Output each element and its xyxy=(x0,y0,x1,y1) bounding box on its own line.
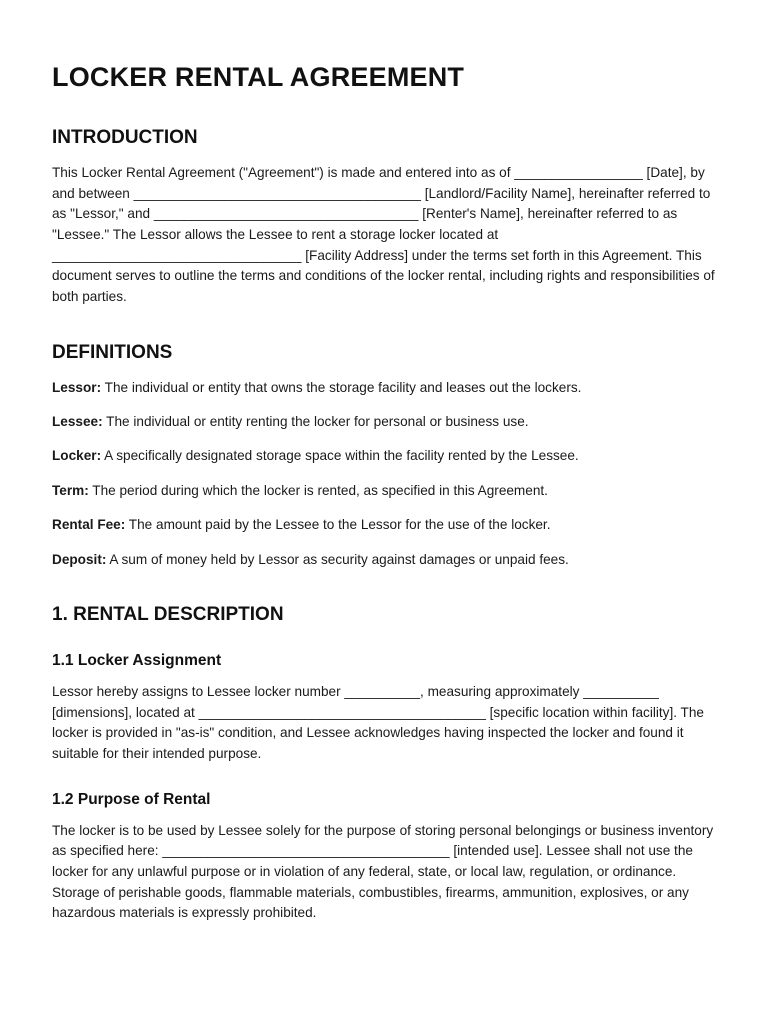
definition-text: The individual or entity that owns the storage facility and leases out the lockers. xyxy=(101,379,582,395)
section-heading-definitions: DEFINITIONS xyxy=(52,341,173,363)
section-heading-introduction: INTRODUCTION xyxy=(52,127,198,148)
definition-text: The period during which the locker is rented, as specified in this Agreement. xyxy=(88,482,548,498)
definition-item xyxy=(52,550,718,570)
definition-text: A sum of money held by Lessor as security against damages or unpaid fees. xyxy=(106,551,569,567)
definition-item xyxy=(52,412,718,432)
definition-term: Term: xyxy=(52,482,89,498)
definition-term: Deposit: xyxy=(52,551,107,567)
subsection-heading-locker-assignment: 1.1 Locker Assignment xyxy=(52,651,222,669)
definition-term: Lessee: xyxy=(52,413,103,429)
definition-text: The amount paid by the Lessee to the Lessor for the use of the locker. xyxy=(125,517,551,533)
locker-assignment-paragraph: Lessor hereby assigns to Lessee locker number __________, measuring approximately __________ [dimensions], located at ______________________________________ [specific location within facility]. The locker is provided in "as-is" condition, and Lessee acknowledges having inspected the locker and found it suitable for their intended purpose. xyxy=(52,683,704,761)
definition-text: A specifically designated storage space within the facility rented by the Lessee. xyxy=(101,448,579,464)
section-heading-rental-description: 1. RENTAL DESCRIPTION xyxy=(52,603,284,625)
definition-item xyxy=(52,378,718,398)
introduction-paragraph: This Locker Rental Agreement ("Agreement") is made and entered into as of _________________ [Date], by and between ______________________________________ [Landlord/Facility Name], hereinafter referred to as "Lessor," and ___________________________________ [Renter's Name], hereinafter referred to as "Lessee." The Lessor allows the Lessee to rent a storage locker located at _________________________________ [Facility Address] under the terms set forth in this Agreement. This document serves to outline the terms and conditions of the locker rental, including rights and responsibilities of both parties. xyxy=(52,165,715,304)
definition-term: Lessor: xyxy=(52,379,102,395)
definition-item xyxy=(52,446,718,466)
definition-term: Locker: xyxy=(52,448,102,464)
purpose-of-rental-paragraph: The locker is to be used by Lessee solely for the purpose of storing personal belongings or business inventory as specified here: ______________________________________ [intended use]. Lessee shall not use the locker for any unlawful purpose or in violation of any federal, state, or local law, regulation, or ordinance. Storage of perishable goods, flammable materials, combustibles, firearms, ammunition, explosives, or any hazardous materials is expressly prohibited. xyxy=(52,822,714,921)
definition-item xyxy=(52,515,718,535)
subsection-heading-purpose-of-rental: 1.2 Purpose of Rental xyxy=(52,790,211,808)
definition-item xyxy=(52,481,718,501)
definition-term: Rental Fee: xyxy=(52,517,126,533)
page-title: LOCKER RENTAL AGREEMENT xyxy=(52,62,465,92)
definition-text: The individual or entity renting the locker for personal or business use. xyxy=(102,413,529,429)
